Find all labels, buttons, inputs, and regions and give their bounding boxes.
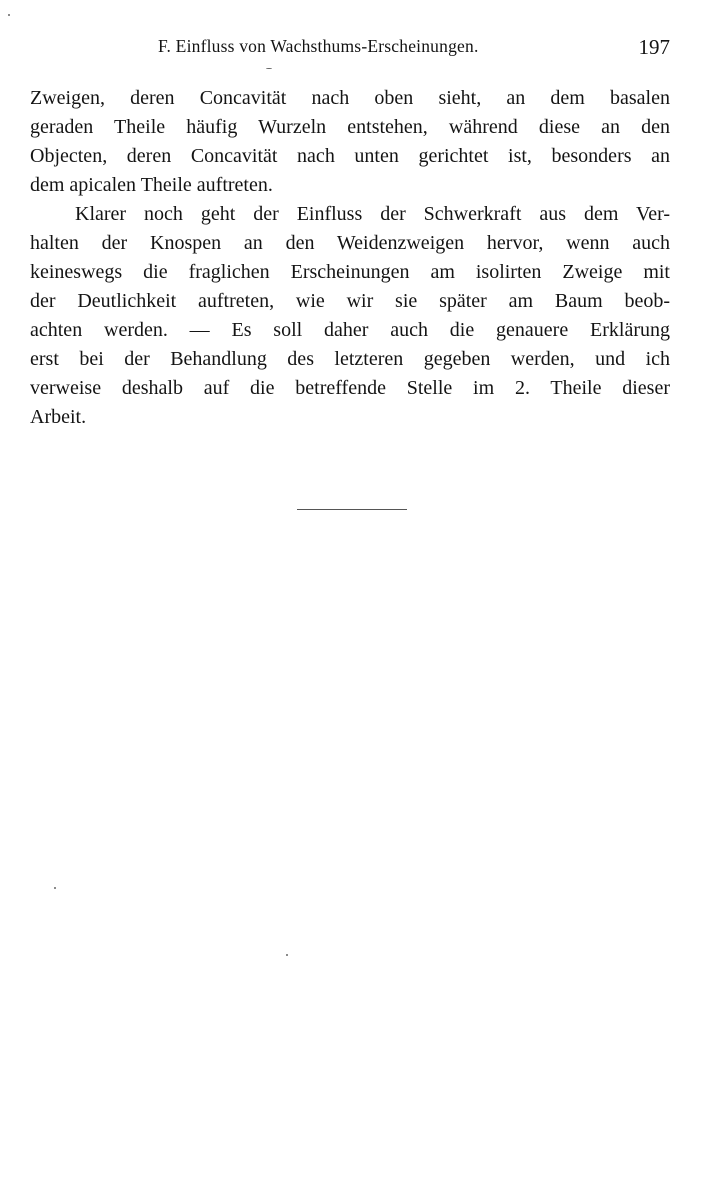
- paper-speck: [286, 954, 288, 956]
- text-line: Zweigen, deren Concavität nach oben sieht, an dem basalen: [30, 87, 670, 109]
- text-line: halten der Knospen an den Weidenzweigen hervor, wenn auch: [30, 232, 670, 254]
- text-line: Arbeit.: [30, 406, 87, 428]
- page-number: 197: [638, 35, 670, 59]
- text-line: erst bei der Behandlung des letzteren gegeben werden, und ich: [30, 348, 670, 370]
- text-line: Objecten, deren Concavität nach unten gerichtet ist, besonders an: [30, 145, 670, 167]
- running-header: [30, 36, 670, 60]
- paragraph-2: [30, 200, 670, 432]
- text-line: keineswegs die fraglichen Erscheinungen am isolirten Zweige mit: [30, 261, 670, 283]
- body-text: [30, 84, 670, 432]
- text-line: geraden Theile häufig Wurzeln entstehen, während diese an den: [30, 116, 670, 138]
- paragraph-1: [30, 84, 670, 200]
- text-line: verweise deshalb auf die betreffende Stelle im 2. Theile dieser: [30, 377, 670, 399]
- text-line: dem apicalen Theile auftreten.: [30, 174, 273, 196]
- paper-speck: [8, 14, 10, 16]
- text-line: achten werden. — Es soll daher auch die genauere Erklärung: [30, 319, 670, 341]
- section-divider-rule: [297, 509, 407, 510]
- paper-speck: [266, 68, 272, 69]
- text-line: der Deutlichkeit auftreten, wie wir sie später am Baum beob-: [30, 290, 670, 312]
- paper-speck: [54, 887, 56, 889]
- header-title: F. Einfluss von Wachsthums-Erscheinungen.: [158, 36, 479, 56]
- text-line: Klarer noch geht der Einfluss der Schwerkraft aus dem Ver-: [75, 203, 670, 225]
